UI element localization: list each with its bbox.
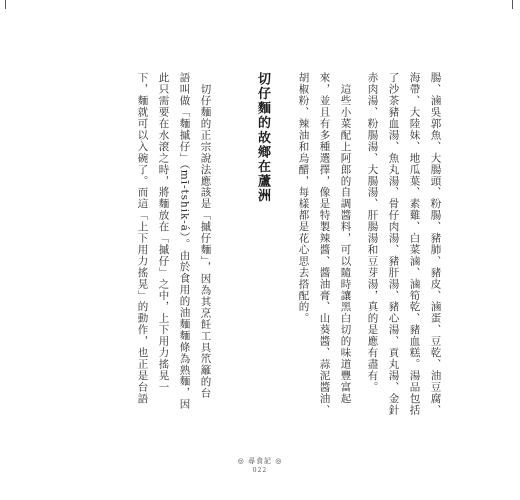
- footer-ornament-right: ◎: [275, 457, 283, 465]
- text-column: 了沙茶豬血湯、魚丸湯、骨仔肉湯、豬肝湯、豬心湯、貢丸湯、金針: [387, 72, 400, 416]
- crop-mark-right: [512, 0, 513, 9]
- text-column: 海帶、大陸妹、地瓜葉、素雞、白菜滷、滷筍乾、豬血糕。湯品包括: [408, 72, 421, 416]
- crop-mark-left: [5, 0, 6, 9]
- book-title: 尋食記: [248, 457, 272, 465]
- text-column: 下，麵就可以入碗了。而這「上下用力搖晃」的動作，也正是台語: [136, 72, 149, 405]
- text-column: 語叫做「麵摵仔」（mī-tshik-á）。由於食用的油麵麵條為熟麵，因: [178, 72, 191, 410]
- text-column: 胡椒粉、辣油和烏醋，每樣都是花心思去搭配的。: [297, 72, 310, 324]
- page-number: 022: [252, 467, 268, 474]
- text-column: 此只需要在水滾之時，將麵放在「摵仔」之中，上下用力搖晃一: [157, 72, 170, 393]
- text-column: 切仔麵的正宗說法應該是「摵仔麵」，因為其烹飪工具笊籬的台: [199, 72, 212, 399]
- text-column: 赤肉湯、粉腸湯、大腸湯、肝腸湯和豆芽湯，真的是應有盡有。: [366, 72, 379, 393]
- text-column: 腸、滷吳郭魚、大腸頭、粉腸、豬肺、豬皮、滷蛋、豆乾、油豆腐、: [429, 72, 442, 416]
- text-column: 這些小菜配上阿郎的自調醬料，可以隨時讓黑白切的味道豐富起: [339, 72, 352, 405]
- section-heading: 切仔麵的故鄉在蘆洲: [255, 72, 270, 204]
- running-footer: [0, 456, 520, 466]
- text-column: 來，並且有多種選擇，像是特製辣醬、醬油膏、山葵醬、蒜泥醬油、: [318, 72, 331, 416]
- footer-ornament-left: ◎: [237, 457, 245, 465]
